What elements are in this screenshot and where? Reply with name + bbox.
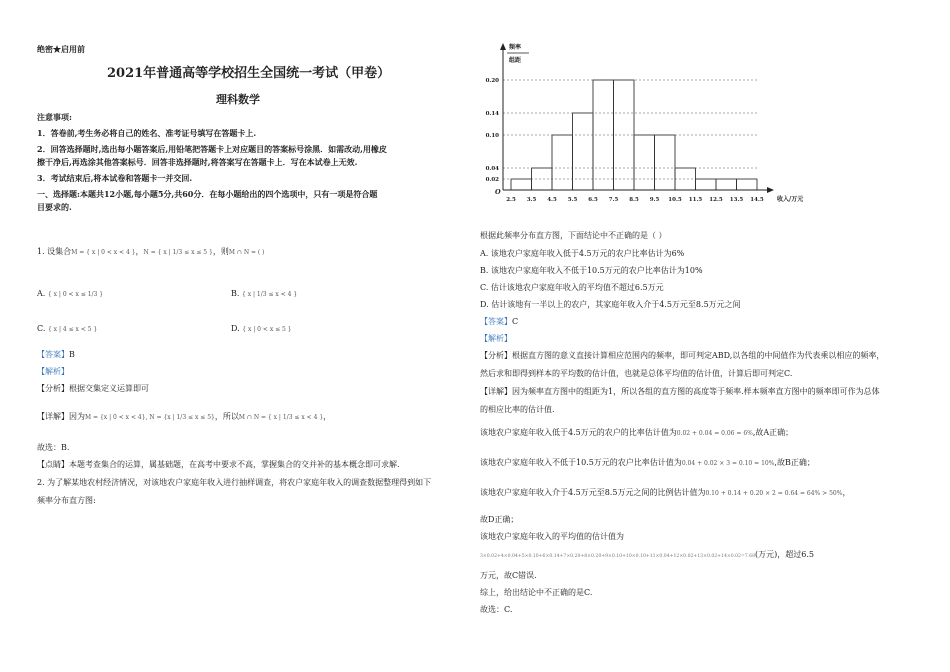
x-tick-label: 12.5: [709, 197, 723, 203]
q2-option-b: B. 该地农户家庭年收入不低于10.5万元的农户比率估计为10%: [480, 266, 703, 275]
q2-analysis-tag: 【分析】: [480, 351, 512, 360]
y-tick-label: 0.20: [485, 78, 499, 84]
q1-sep: ，: [135, 247, 144, 256]
q1-analysis-tag: 【分析】: [37, 384, 69, 393]
subject-title: 理科数学: [216, 93, 260, 106]
q2-detail-b: 的相应比率的估计值.: [480, 405, 555, 414]
q1-option-b-math: { x | 1/3 ≤ x < 4 }: [241, 291, 298, 298]
note-3: 3．考试结束后,将本试卷和答题卡一并交回.: [37, 173, 193, 183]
q1-set-m: M = { x | 0 < x < 4 }: [71, 249, 136, 256]
section-1-b: 目要求的.: [37, 202, 72, 212]
q1-jiexi-tag: 【解析】: [37, 367, 69, 376]
q2-mean-line: [480, 549, 814, 562]
q2-detail-tag: 【详解】: [480, 387, 512, 396]
q1-option-d-math: { x | 0 < x ≤ 5 }: [242, 326, 292, 333]
q2-line-3-math: 0.10 + 0.14 + 0.20 × 2 = 0.64 = 64% > 50%: [705, 490, 843, 497]
secret-label: 绝密★启用前: [37, 44, 85, 54]
q1-option-c: [37, 323, 97, 335]
note-2b: 擦干净后,再选涂其他答案标号．回答非选择题时,将答案写在答题卡上．写在本试卷上无效.: [37, 157, 358, 167]
q1-conclusion: 故选：B.: [37, 443, 70, 452]
q2-analysis-b: 然后求和即得到样本的平均数的估计值，也就是总体平均值的估计值，计算后即可判定C.: [480, 369, 793, 378]
x-tick-label: 11.5: [688, 197, 703, 203]
q2-detail-text-a: 因为频率直方图中的组距为1，所以各组的直方图的高度等于频率.样本频率直方图中的频率即可作为总体: [512, 387, 880, 396]
y-tick-label: 0.10: [485, 133, 499, 139]
q2-line-2-math: 0.04 + 0.02 × 3 = 0.10 = 10%: [681, 460, 775, 467]
q1-detail-pre: 因为: [69, 412, 85, 421]
q1-option-a-math: { x | 0 < x ≤ 1/3 }: [47, 291, 104, 298]
x-tick-label: 10.5: [668, 197, 682, 203]
q1-remark-text: 本题考查集合的运算，属基础题，在高考中要求不高，掌握集合的交并补的基本概念即可求解.: [69, 460, 400, 469]
x-tick-label: 7.5: [608, 197, 619, 203]
q1-stem-pre: 1. 设集合: [37, 247, 72, 256]
histogram-bar: [511, 179, 532, 190]
x-tick-label: 4.5: [547, 197, 557, 203]
q2-analysis-a: [480, 350, 884, 361]
q1-detail-tag: 【详解】: [37, 412, 69, 421]
y-tick-label: 0.02: [485, 177, 499, 183]
y-label-bottom: 组距: [509, 57, 522, 64]
q2-line-1-pre: 该地农户家庭年收入低于4.5万元的农户的比率估计值为: [480, 428, 677, 437]
q1-detail-math: M = {x | 0 < x < 4}, N = {x | 1/3 ≤ x ≤ 5}: [85, 414, 215, 421]
q1-set-n: N = { x | 1/3 ≤ x ≤ 5 }: [143, 249, 213, 256]
q1-remark-tag: 【点睛】: [37, 460, 69, 469]
x-tick-label: 3.5: [526, 197, 537, 203]
q1-answer-value: B: [69, 350, 75, 359]
q1-answer-tag: 【答案】: [37, 350, 69, 359]
histogram-bar: [696, 179, 717, 190]
x-axis-label: 收入/万元: [777, 196, 804, 203]
q1-stem: [37, 246, 265, 258]
y-tick-label: 0.14: [485, 111, 499, 117]
q2-analysis-text-a: 根据直方图的意义直接计算相应范围内的频率，即可判定ABD,以各组的中间值作为代表乘以相应的频率，: [512, 351, 885, 360]
note-2a: 2．回答选择题时,选出每小题答案后,用铅笔把答题卡上对应题目的答案标号涂黑．如需改动,用橡皮: [37, 144, 387, 154]
histogram-bar: [716, 179, 737, 190]
notes-heading: 注意事项:: [37, 112, 72, 122]
y-axis-arrow: [500, 43, 506, 50]
x-tick-label: 13.5: [729, 197, 744, 203]
q2-answer-value: C: [512, 317, 519, 326]
exam-title: 2021年普通高等学校招生全国统一考试（甲卷）: [107, 66, 391, 81]
q1-analysis: [37, 383, 149, 394]
q1-option-c-math: { x | 4 ≤ x < 5 }: [47, 326, 98, 333]
q2-line-2-pre: 该地农户家庭年收入不低于10.5万元的农户比率估计值为: [480, 458, 682, 467]
q2-option-d: D. 估计该地有一半以上的农户，其家庭年收入介于4.5万元至8.5万元之间: [480, 300, 741, 309]
q2-line-1-post: ,故A正确；: [752, 428, 794, 437]
q1-detail-result: M ∩ N = { x | 1/3 ≤ x < 4 }: [238, 414, 324, 421]
histogram-bar: [655, 135, 676, 190]
q2-option-c: C. 估计该地农户家庭年收入的平均值不超过6.5万元: [480, 283, 664, 292]
origin-label: O: [495, 188, 501, 196]
x-tick-label: 14.5: [750, 197, 764, 203]
q1-detail: [37, 411, 331, 423]
q2-conclusion: 故选：C.: [480, 605, 513, 614]
q1-then: ，则: [212, 247, 229, 256]
q1-remark: [37, 459, 400, 470]
q1-option-c-label: C.: [37, 324, 46, 333]
histogram-bar: [634, 135, 655, 190]
q2-line-3-post: ，: [842, 488, 851, 497]
q2-line-5: 该地农户家庭年收入的平均值的估计值为: [480, 532, 624, 541]
x-axis-arrow: [767, 187, 774, 193]
q2-line-6: 万元，故C错误.: [480, 571, 537, 580]
q1-option-a: [37, 288, 103, 300]
q2-answer: [480, 316, 518, 327]
q2-stem-a: 2. 为了解某地农村经济情况，对该地农户家庭年收入进行抽样调查，将农户家庭年收入的调查数据整理得到如下: [37, 478, 432, 487]
q1-option-d-label: D.: [231, 324, 240, 333]
q1-option-b: [231, 288, 297, 300]
x-tick-label: 8.5: [629, 197, 639, 203]
q2-ask: 根据此频率分布直方图，下面结论中不正确的是（ ）: [480, 231, 667, 240]
q2-option-a: A. 该地农户家庭年收入低于4.5万元的农户比率估计为6%: [480, 249, 685, 258]
x-tick-label: 5.5: [567, 197, 578, 203]
y-tick-label: 0.04: [485, 166, 499, 172]
q2-jiexi-tag: 【解析】: [480, 334, 512, 343]
q2-stem-b: 频率分布直方图:: [37, 496, 96, 505]
q1-detail-end: ，: [323, 412, 332, 421]
q1-detail-mid: ，所以: [214, 412, 239, 421]
q2-line-3: [480, 487, 850, 499]
x-tick-label: 9.5: [649, 197, 660, 203]
q2-line-3-pre: 该地农户家庭年收入介于4.5万元至8.5万元之间的比例估计值为: [480, 488, 706, 497]
histogram-bar: [573, 113, 594, 190]
q2-mean-math: 3×0.02+4×0.04+5×0.10+6×0.14+7×0.20+8×0.20+9×0.10+10×0.10+11×0.04+12×0.02+13×0.02+14×0.02=7.68: [480, 554, 756, 559]
section-1-a: 一、选择题:本题共12小题,每小题5分,共60分．在每小题给出的四个选项中，只有一项是符合题: [37, 189, 378, 199]
q2-mean-post: (万元)，超过6.5: [755, 550, 814, 559]
q1-answer: [37, 349, 75, 360]
q2-line-2: [480, 457, 815, 469]
histogram-bar: [552, 135, 573, 190]
q2-line-1: [480, 427, 793, 439]
q2-detail-a: [480, 386, 880, 397]
q2-line-7: 综上，给出结论中不正确的是C.: [480, 588, 593, 597]
q1-analysis-text: 根据交集定义运算即可: [69, 384, 149, 393]
x-tick-label: 2.5: [506, 197, 516, 203]
note-1: 1．答卷前,考生务必将自己的姓名、准考证号填写在答题卡上.: [37, 128, 257, 138]
q1-ask: M ∩ N = ( ): [228, 249, 265, 256]
q2-line-1-math: 0.02 + 0.04 = 0.06 = 6%: [676, 430, 753, 437]
q1-option-d: [231, 323, 292, 335]
y-label-top: 频率: [509, 44, 522, 51]
q2-answer-tag: 【答案】: [480, 317, 512, 326]
x-tick-label: 6.5: [588, 197, 598, 203]
frequency-histogram: [475, 40, 835, 210]
q2-line-2-post: ,故B正确；: [774, 458, 815, 467]
q1-option-b-label: B.: [231, 289, 240, 298]
histogram-bar: [737, 179, 758, 190]
q2-line-4: 故D正确；: [480, 515, 519, 524]
q1-option-a-label: A.: [37, 289, 46, 298]
